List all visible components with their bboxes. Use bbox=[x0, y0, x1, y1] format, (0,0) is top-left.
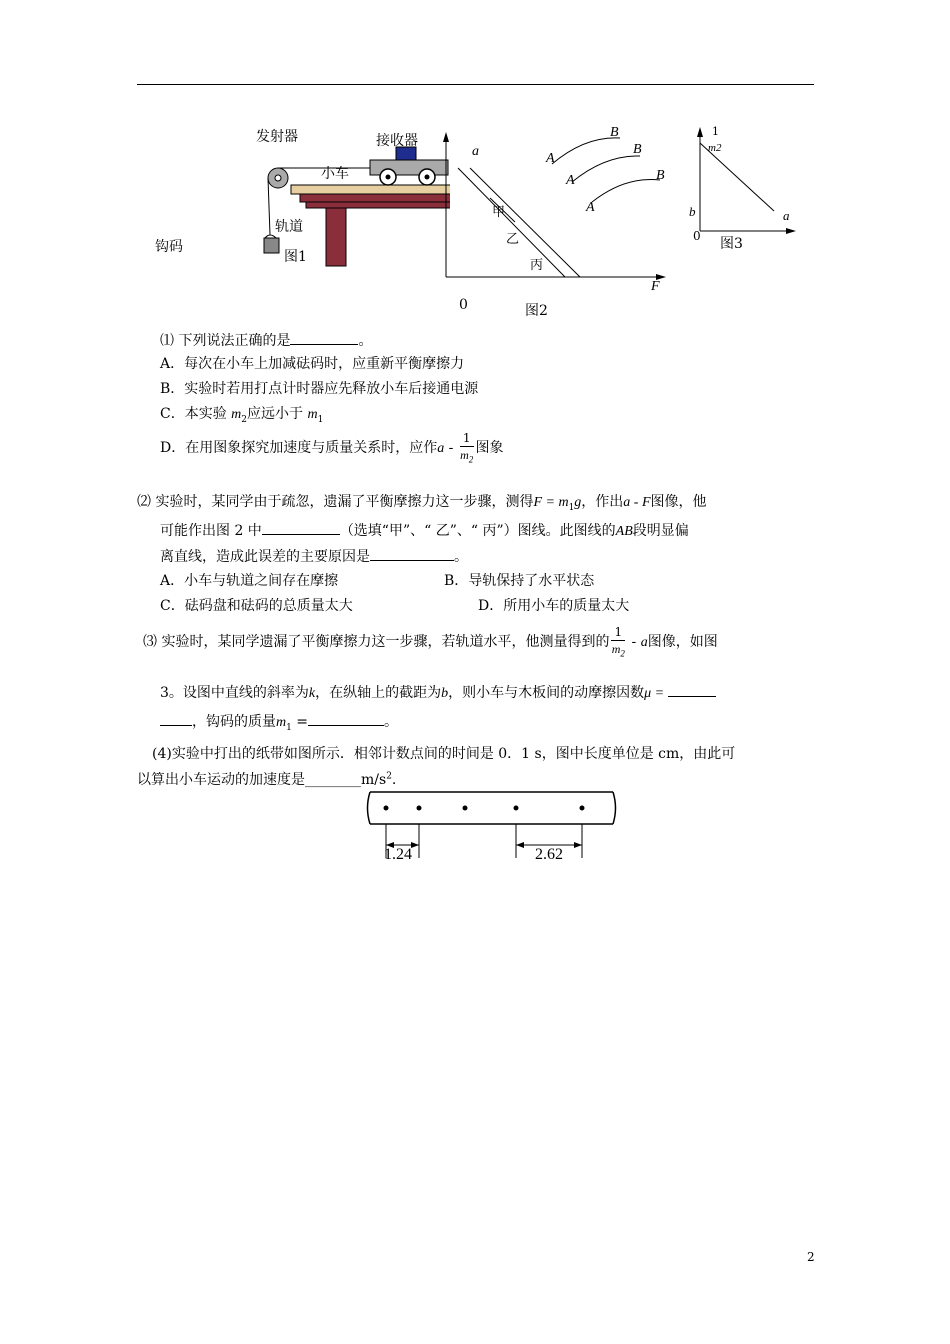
q3-mu-blank[interactable] bbox=[668, 682, 716, 697]
fig3-y-num: 1 bbox=[712, 125, 719, 138]
fig1-caption: 图1 bbox=[284, 249, 307, 265]
fig2-x-label: F bbox=[651, 279, 660, 294]
fig2-y-label: a bbox=[472, 144, 479, 159]
q3-line-1: ⑶ 实验时，某同学遗漏了平衡摩擦力这一步骤，若轨道水平，他测量得到的 $\frac{1}{m_2}$ - a图像，如图 bbox=[143, 625, 718, 659]
fig2-bing-label: 丙 bbox=[530, 258, 544, 273]
q2-line-3: 离直线，造成此误差的主要原因是 。 bbox=[160, 546, 468, 566]
fig2-jia-label: 甲 bbox=[492, 205, 506, 220]
q1-stem bbox=[160, 330, 372, 350]
fig1-receiver-label: 接收器 bbox=[376, 133, 418, 149]
header-rule bbox=[137, 84, 814, 85]
tape-dot bbox=[580, 806, 585, 811]
fig2-A2: A bbox=[566, 173, 575, 188]
tape-dot bbox=[384, 806, 389, 811]
fig2-B3: B bbox=[656, 168, 665, 183]
q1-stem-text: ⑴ 下列说法正确的是 bbox=[160, 333, 291, 349]
q3-mu-blank-cont[interactable] bbox=[160, 711, 192, 726]
fig2-yi-label: 乙 bbox=[506, 232, 520, 247]
tape-distance-1: 1.24 bbox=[384, 846, 412, 863]
q1-fraction: $\frac{1}{m_2}$ bbox=[460, 431, 474, 465]
q2-option-a: A．小车与轨道之间存在摩擦 bbox=[160, 573, 339, 589]
q3-fraction: $\frac{1}{m_2}$ bbox=[611, 625, 625, 659]
line-jia bbox=[458, 168, 565, 277]
fig1-weight-label: 钩码 bbox=[155, 239, 183, 255]
track-board bbox=[291, 185, 450, 194]
table-top bbox=[300, 194, 450, 202]
fig1-cart-label: 小车 bbox=[321, 166, 349, 182]
curve-3 bbox=[592, 179, 660, 202]
fig3-origin: 0 bbox=[693, 229, 701, 243]
q4-accel-blank[interactable]: ________ bbox=[305, 772, 361, 788]
fig2-A1: A bbox=[546, 151, 555, 166]
fig3-x-label: a bbox=[783, 208, 790, 223]
tape-dot bbox=[514, 806, 519, 811]
q3-line-3: ，钩码的质量$m_1$ = 。 bbox=[160, 711, 398, 733]
q1-answer-blank[interactable] bbox=[290, 330, 358, 345]
fig3-caption: 图3 bbox=[720, 236, 743, 252]
fig3-y-den: m2 bbox=[708, 142, 722, 154]
q1-option-d: D．在用图象探究加速度与质量关系时，应作a - $\frac{1}{m_2}$ 图象 bbox=[160, 431, 504, 465]
fig2-A3: A bbox=[586, 200, 595, 215]
q3-line-2: 3。设图中直线的斜率为k，在纵轴上的截距为b，则小车与木板间的动摩擦因数μ = bbox=[160, 682, 716, 702]
tape-dot bbox=[417, 806, 422, 811]
q4-line-1: (4)实验中打出的纸带如图所示．相邻计数点间的时间是 0．1 s，图中长度单位是 cm，由此可 bbox=[152, 746, 736, 762]
q2-line-1: ⑵ 实验时，某同学由于疏忽，遗漏了平衡摩擦力这一步骤，测得$F = m_1g$，作出a - F图像，他 bbox=[137, 494, 707, 513]
line-bing bbox=[470, 168, 580, 277]
q2-option-b: B．导轨保持了水平状态 bbox=[444, 573, 595, 589]
q2-option-c: C．砝码盘和砝码的总质量太大 bbox=[160, 598, 353, 614]
fig3-intercept: b bbox=[689, 204, 696, 219]
q3-mass-blank[interactable] bbox=[308, 711, 384, 726]
tape-dot bbox=[463, 806, 468, 811]
hook-weight-icon bbox=[264, 238, 279, 253]
fig2-B1: B bbox=[610, 125, 619, 140]
q1-option-a: A．每次在小车上加减砝码时，应重新平衡摩擦力 bbox=[160, 356, 465, 372]
curve-2 bbox=[572, 156, 640, 182]
tape-distance-2: 2.62 bbox=[535, 846, 563, 863]
fig2-caption: 图2 bbox=[525, 303, 548, 319]
q1-option-b: B．实验时若用打点计时器应先释放小车后接通电源 bbox=[160, 381, 479, 397]
page-number: 2 bbox=[807, 1250, 815, 1264]
fig1-track-label: 轨道 bbox=[275, 219, 303, 235]
q2-option-d: D．所用小车的质量太大 bbox=[478, 598, 630, 614]
fig1-transmitter-label: 发射器 bbox=[256, 129, 298, 145]
q1-option-c: C．本实验 $m_2$应远小于 $m_1$ bbox=[160, 406, 324, 425]
fig2-origin: 0 bbox=[459, 297, 468, 313]
table-leg bbox=[326, 202, 346, 266]
fig2-B2: B bbox=[633, 142, 642, 157]
q1-stem-end: 。 bbox=[358, 333, 373, 349]
q4-line-2: 以算出小车运动的加速度是$\_\_\_\_\_\_\_\_m/s^2$. bbox=[137, 771, 397, 788]
table-edge bbox=[306, 202, 450, 208]
q2-line-2: 可能作出图 2 中 （选填“甲”、“ 乙”、“ 丙”）图线。此图线的AB段明显偏 bbox=[160, 520, 689, 540]
q2-reason-blank[interactable] bbox=[370, 546, 454, 561]
q2-graph-blank[interactable] bbox=[262, 520, 340, 535]
